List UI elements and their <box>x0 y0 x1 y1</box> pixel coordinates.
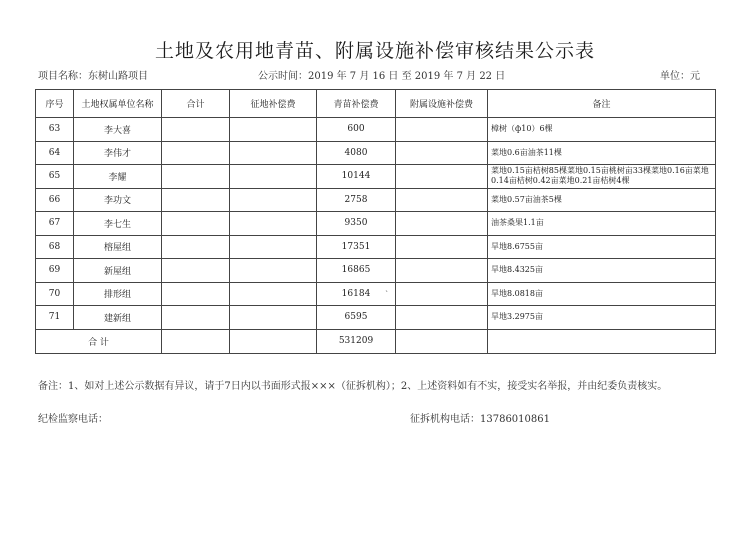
project-name: 项目名称：东树山路项目 <box>38 71 148 82</box>
crop-fee-total: 531209 <box>317 329 396 353</box>
agency-phone: 征拆机构电话：13786010861 <box>410 414 550 425</box>
total-cell <box>162 165 230 189</box>
owner-name: 新屋组 <box>74 259 162 283</box>
table-row <box>36 212 716 236</box>
total-cell <box>162 235 230 259</box>
owner-name: 李大喜 <box>74 118 162 142</box>
remark-cell: 旱地8.0818亩 <box>488 282 716 306</box>
table-row <box>36 282 716 306</box>
supervision-phone: 纪检监察电话： <box>38 414 108 425</box>
table-row <box>36 235 716 259</box>
row-number: 63 <box>36 118 74 142</box>
crop-fee-cell: 10144 <box>317 165 396 189</box>
remark-cell: 旱地8.4325亩 <box>488 259 716 283</box>
total-cell <box>162 141 230 165</box>
footer-note: 备注：1、如对上述公示数据有异议，请于7日内以书面形式报×××（征拆机构）；2、上述资料如有不实，接受实名举报，并由纪委负责核实。 <box>38 381 668 392</box>
column-header: 土地权属单位名称 <box>74 90 162 118</box>
land-fee-cell <box>230 306 317 330</box>
remark-cell: 旱地8.6755亩 <box>488 235 716 259</box>
total-cell <box>162 306 230 330</box>
land-fee-cell <box>230 165 317 189</box>
stray-mark: ˋ <box>385 290 389 299</box>
crop-fee-cell: 9350 <box>317 212 396 236</box>
facility-fee-cell <box>396 165 488 189</box>
land-fee-cell <box>230 188 317 212</box>
crop-fee-cell: 16865 <box>317 259 396 283</box>
land-fee-cell <box>230 235 317 259</box>
table-row <box>36 141 716 165</box>
table-row <box>36 259 716 283</box>
row-number: 66 <box>36 188 74 212</box>
land-fee-cell <box>230 259 317 283</box>
remark-cell <box>488 329 716 353</box>
total-cell <box>162 282 230 306</box>
row-number: 67 <box>36 212 74 236</box>
column-header: 序号 <box>36 90 74 118</box>
facility-fee-cell <box>396 141 488 165</box>
crop-fee-cell: 16184 <box>317 282 396 306</box>
owner-name: 李耀 <box>74 165 162 189</box>
crop-fee-cell: 6595 <box>317 306 396 330</box>
row-number: 70 <box>36 282 74 306</box>
facility-fee-cell <box>396 118 488 142</box>
facility-fee-cell <box>396 212 488 236</box>
owner-name: 李功文 <box>74 188 162 212</box>
remark-cell: 旱地3.2975亩 <box>488 306 716 330</box>
remark-cell: 菜地0.6亩油茶11棵 <box>488 141 716 165</box>
total-cell <box>162 259 230 283</box>
owner-name: 李七生 <box>74 212 162 236</box>
total-cell <box>162 188 230 212</box>
land-fee-cell <box>230 118 317 142</box>
compensation-table <box>35 89 716 354</box>
total-label: 合 计 <box>36 329 162 353</box>
total-row <box>36 329 716 353</box>
table-row <box>36 165 716 189</box>
row-number: 68 <box>36 235 74 259</box>
crop-fee-cell: 600 <box>317 118 396 142</box>
facility-fee-cell <box>396 282 488 306</box>
total-cell <box>162 212 230 236</box>
remark-cell: 菜地0.15亩桔树85棵菜地0.15亩桃树亩33棵菜地0.16亩菜地0.14亩桔树0.42亩菜地0.21亩桔树4棵 <box>488 165 716 189</box>
crop-fee-cell: 4080 <box>317 141 396 165</box>
crop-fee-cell: 17351 <box>317 235 396 259</box>
table-row <box>36 118 716 142</box>
row-number: 69 <box>36 259 74 283</box>
total-cell <box>162 329 230 353</box>
crop-fee-cell: 2758 <box>317 188 396 212</box>
land-fee-cell <box>230 329 317 353</box>
page-title: 土地及农用地青苗、附属设施补偿审核结果公示表 <box>154 40 595 62</box>
remark-cell: 菜地0.57亩油茶5棵 <box>488 188 716 212</box>
owner-name: 榕屋组 <box>74 235 162 259</box>
column-header: 征地补偿费 <box>230 90 317 118</box>
column-header: 备注 <box>488 90 716 118</box>
remark-cell: 樟树（ф10）6棵 <box>488 118 716 142</box>
owner-name: 建新组 <box>74 306 162 330</box>
column-header: 附属设施补偿费 <box>396 90 488 118</box>
total-cell <box>162 118 230 142</box>
table-header <box>36 90 716 118</box>
facility-fee-cell <box>396 259 488 283</box>
row-number: 65 <box>36 165 74 189</box>
owner-name: 排形组 <box>74 282 162 306</box>
facility-fee-cell <box>396 235 488 259</box>
row-number: 71 <box>36 306 74 330</box>
column-header: 青苗补偿费 <box>317 90 396 118</box>
currency-unit: 单位：元 <box>660 71 700 82</box>
table-row <box>36 188 716 212</box>
facility-fee-cell <box>396 188 488 212</box>
land-fee-cell <box>230 212 317 236</box>
facility-fee-cell <box>396 306 488 330</box>
owner-name: 李伟才 <box>74 141 162 165</box>
row-number: 64 <box>36 141 74 165</box>
land-fee-cell <box>230 282 317 306</box>
publicity-period: 公示时间：2019 年 7 月 16 日 至 2019 年 7 月 22 日 <box>258 71 506 82</box>
remark-cell: 油茶桑果1.1亩 <box>488 212 716 236</box>
column-header: 合计 <box>162 90 230 118</box>
land-fee-cell <box>230 141 317 165</box>
table-row <box>36 306 716 330</box>
facility-fee-cell <box>396 329 488 353</box>
